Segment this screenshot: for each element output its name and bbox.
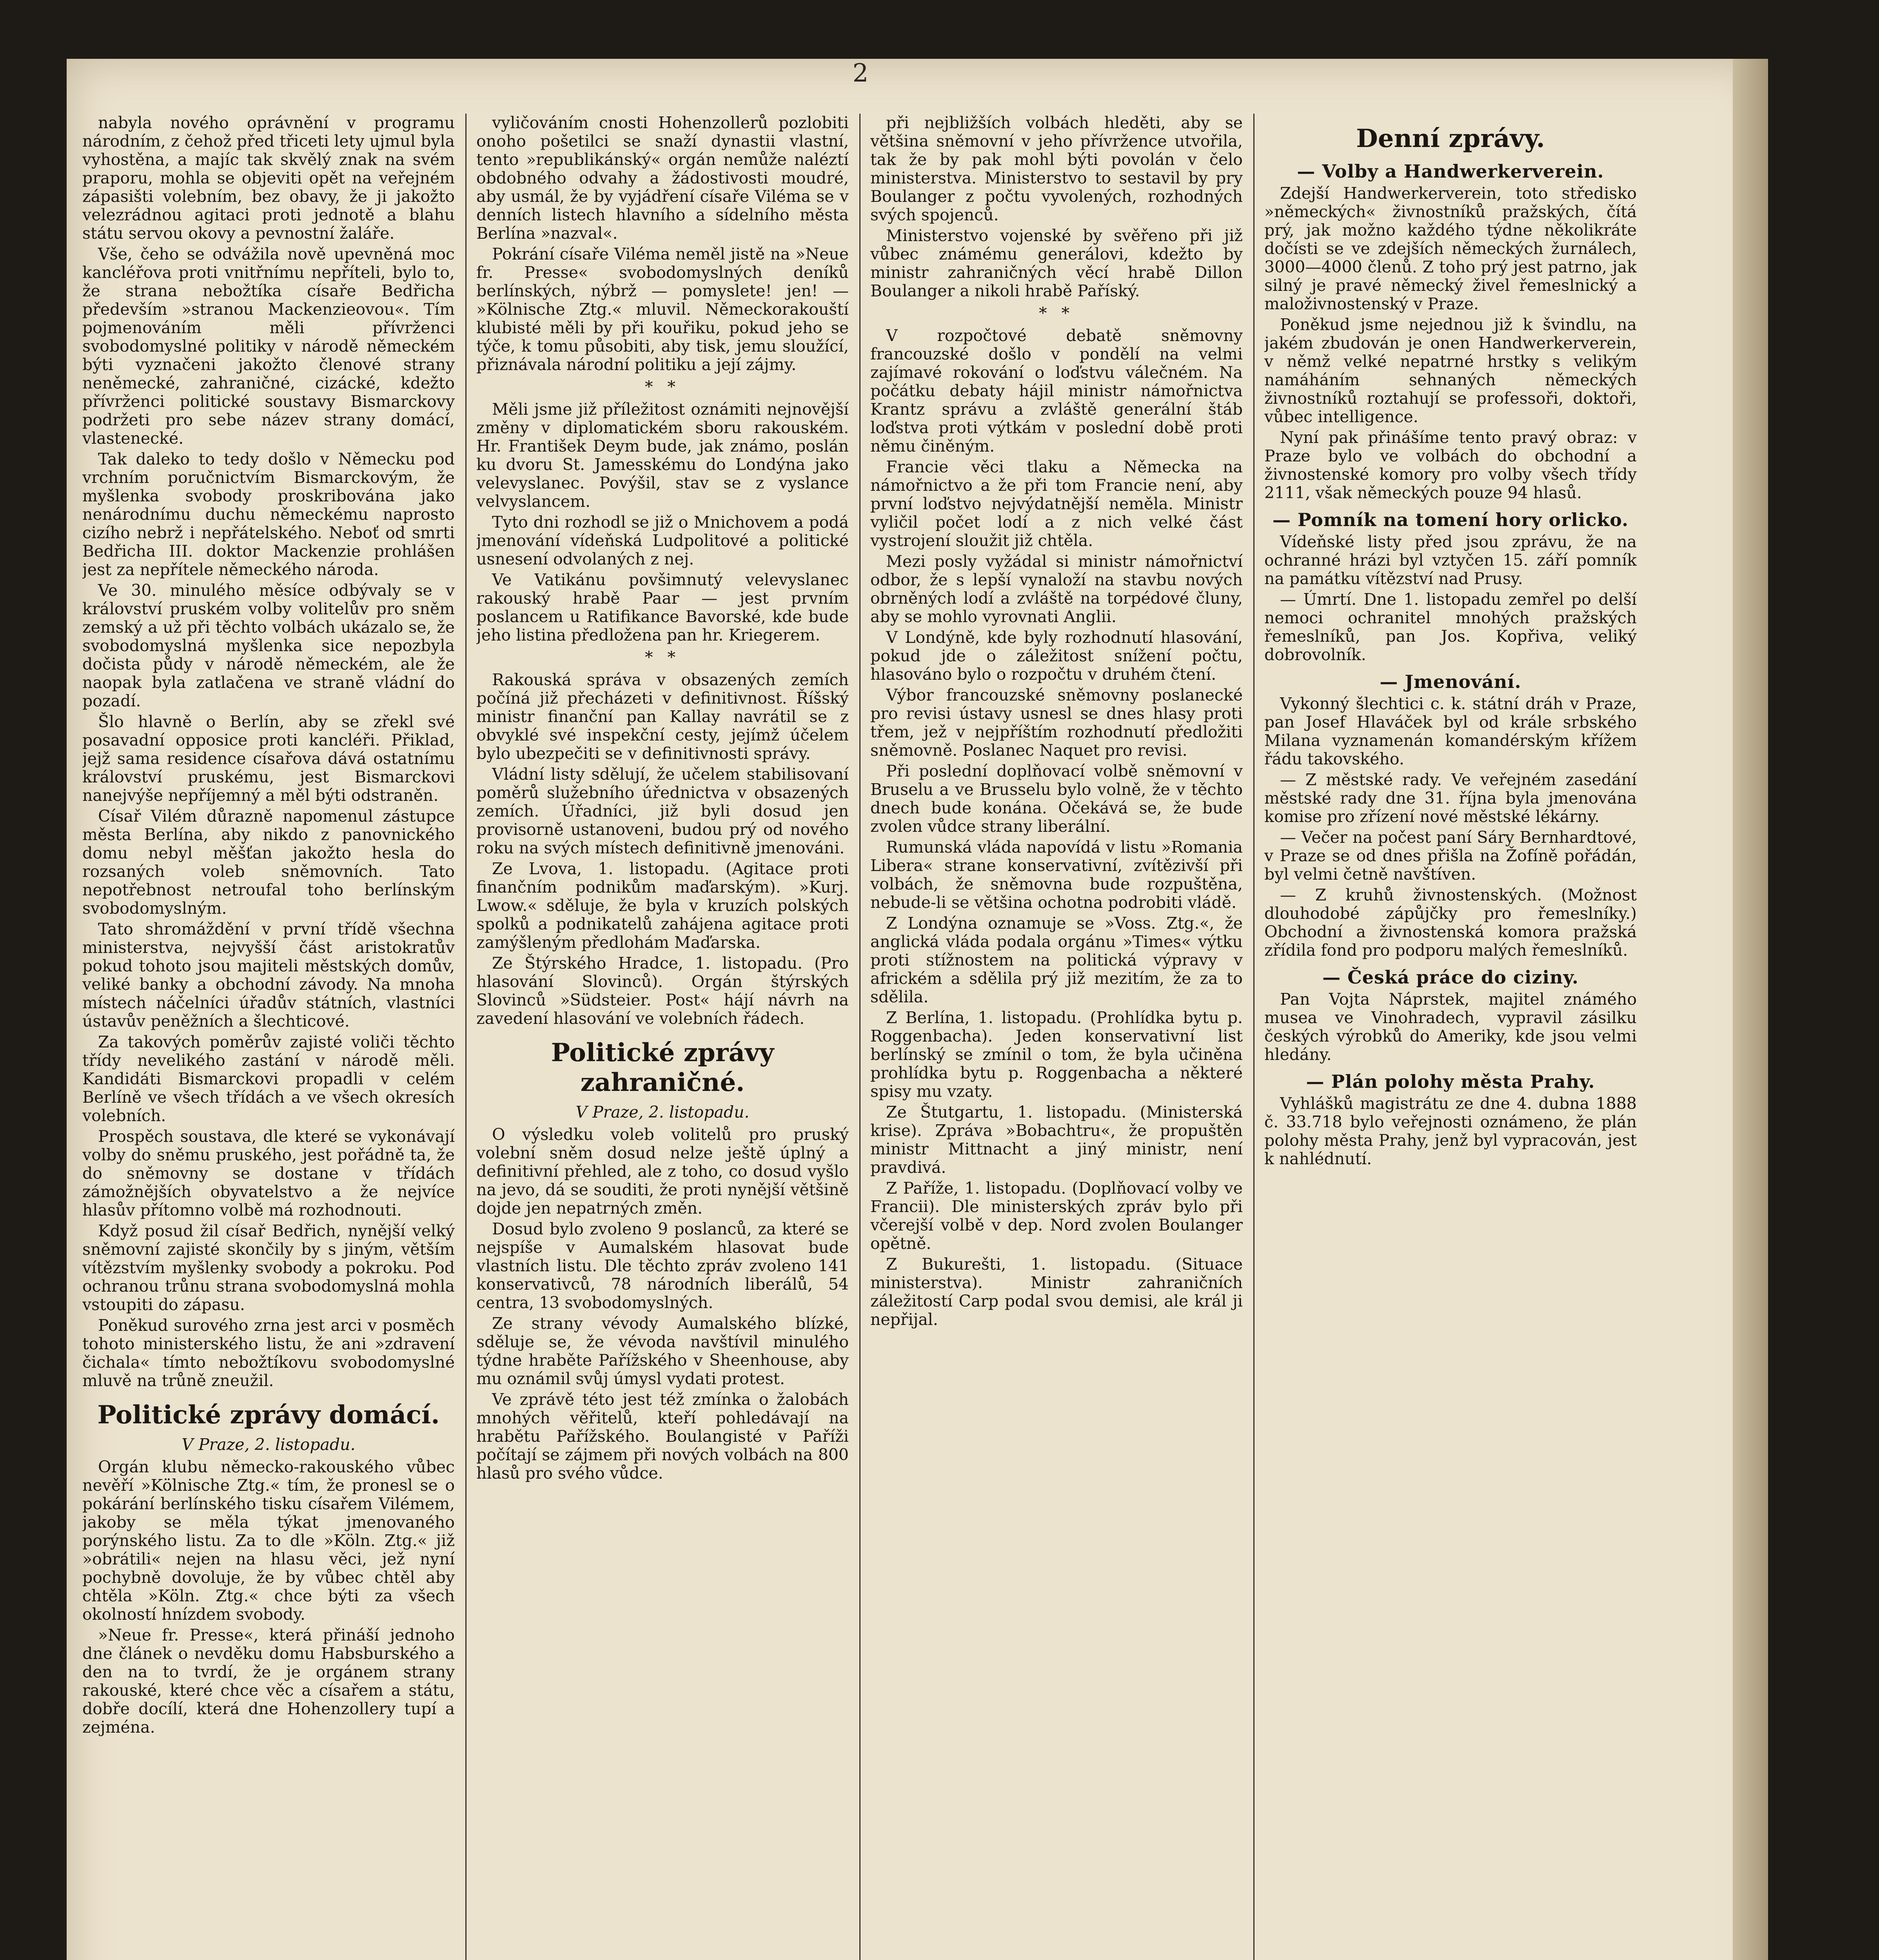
article-paragraph: O výsledku voleb volitelů pro pruský volební sněm dosud nelze ještě úplný a definitivní přehled, ale z toho, co dosud vyšlo na jevo, dá se souditi, že proti nynější většině dojde jen nepatrných změn.: [476, 1125, 849, 1218]
article-paragraph: Za takových poměrův zajisté voliči těchto třídy nevelikého zastání v národě měli. Kandidáti Bismarckovi propadli v celém Berlíně ve všech třídách a ve všech okresích volebních.: [82, 1033, 455, 1125]
article-paragraph: Ve Vatikánu povšimnutý velevyslanec rakouský hrabě Paar — jest prvním poslancem u Ratifikance Bavorské, kde bude jeho listina předložena pan hr. Kriegerem.: [476, 570, 849, 644]
article-paragraph: Pokrání císaře Viléma neměl jistě na »Neue fr. Presse« svobodomyslných deníků berlínských, nýbrž — pomyslete! jen! — »Kölnische Ztg.« mluvil. Německorakouští klubisté měli by při kouřiku, pokud jeho se týče, k tomu působiti, aby tisk, jemu sloužící, přiznávala národní politiku a její zájmy.: [476, 245, 849, 374]
article-paragraph: Ze strany vévody Aumalského blízké, sděluje se, že vévoda navštívil minulého týdne hraběte Pařížského v Sheenhouse, aby mu oznámil svůj úmysl vydati protest.: [476, 1314, 849, 1388]
article-paragraph: Šlo hlavně o Berlín, aby se zřekl své posavadní opposice proti kancléři. Přiklad, jejž sama residence císařova dává ostatnímu království pruskému, jest Bismarckovi nanejvýše nepříjemný a měl býti odstraněn.: [82, 712, 455, 805]
article-paragraph: — Z městské rady. Ve veřejném zasedání městské rady dne 31. října byla jmenována komise pro zřízení nové městské lékárny.: [1264, 770, 1637, 826]
article-paragraph: Francie věci tlaku a Německa na námořnictvo a že při tom Francie není, aby první loďstvo nejvýdatnější neměla. Ministr vyličil počet lodí a z nich velké část vystrojení sloužit již chtěla.: [870, 457, 1243, 550]
article-heading: — Pomník na tomení hory orlicko.: [1272, 509, 1629, 530]
article-paragraph: Když posud žil císař Bedřich, nynější velký sněmovní zajisté skončily by s jiným, větším vítězstvím myšlenky svobody a pokroku. Pod ochranou trůnu strana svobodomyslná mohla vstoupiti do zápasu.: [82, 1221, 455, 1314]
article-paragraph: Poněkud jsme nejednou již k švindlu, na jakém zbudován je onen Handwerkerverein, v němž velké nepatrné hrstky s velikým namáháním sehnaných německých živnostníků roztahují se professoři, doktoři, vůbec intelligence.: [1264, 315, 1637, 426]
article-paragraph: Pan Vojta Náprstek, majitel známého musea ve Vinohradech, vypravil zásilku českých výrobků do Ameriky, kde jsou velmi hledány.: [1264, 990, 1637, 1064]
article-heading: — Česká práce do ciziny.: [1322, 967, 1579, 988]
article-heading: — Jmenování.: [1380, 671, 1521, 692]
article-paragraph: při nejbližších volbách hleděti, aby se většina sněmovní v jeho přívržence utvořila, tak že by pak mohl býti povolán v čelo ministerstva. Ministerstvo to sestavil by pry Boulanger z počtu vyvolených, rozhodných svých spojenců.: [870, 114, 1243, 224]
page-number: 2: [852, 59, 869, 88]
article-paragraph: »Neue fr. Presse«, která přináší jednoho dne článek o nevděku domu Habsburského a den na to tvrdí, že je orgánem strany rakouské, které chce věc a císařem a státu, dobře docílí, která dne Hohenzollery tupí a zejména.: [82, 1626, 455, 1737]
article-paragraph: Výbor francouzské sněmovny poslanecké pro revisi ústavy usnesl se dnes hlasy proti třem, jež v nejpříštím rozhodnutí předložiti sněmovně. Poslanec Naquet pro revisi.: [870, 686, 1243, 760]
separator-asterisks: * *: [644, 648, 681, 667]
article-paragraph: Vládní listy sdělují, že učelem stabilisovaní poměrů služebního úřednictva v obsazených zemích. Úřadníci, již byli dosud jen provisorně ustanoveni, budou prý od nového roku na svých místech definitivně jmenováni.: [476, 765, 849, 857]
article-paragraph: Vídeňské listy před jsou zprávu, že na ochranné hrázi byl vztyčen 15. září pomník na památku vítězství nad Prusy.: [1264, 532, 1637, 588]
column-4: [1264, 114, 1637, 1960]
article-paragraph: Prospěch soustava, dle které se vykonávají volby do sněmu pruského, jest pořádně ta, že do sněmovny se dostane v třídách zámožnějších obyvatelstvo a že nejvíce hlasův přítomno volbě má rozhodnouti.: [82, 1127, 455, 1220]
article-paragraph: Vyhlášků magistrátu ze dne 4. dubna 1888 č. 33.718 bylo veřejnosti oznámeno, že plán polohy města Prahy, jenž byl vypracován, jest k nahlédnutí.: [1264, 1094, 1637, 1168]
article-paragraph: Orgán klubu německo-rakouského vůbec nevěří »Kölnische Ztg.« tím, že pronesl se o pokárání berlínského tisku císařem Vilémem, jakoby se měla týkat jmenovaného porýnského listu. Za to dle »Köln. Ztg.« již »obrátili« nejen na hlasu věci, jež nyní pochybně dovoluje, že by vůbec chtěl aby chtěla »Köln. Ztg.« chce býti za všech okolností hnízdem svobody.: [82, 1457, 455, 1624]
dateline: V Praze, 2. listopadu.: [182, 1435, 356, 1454]
article-paragraph: Z Berlína, 1. listopadu. (Prohlídka bytu p. Roggenbacha). Jeden konservativní list berlínský se zmínil o tom, že byla učiněna prohlídka bytu p. Roggenbacha a některé spisy mu vzaty.: [870, 1008, 1243, 1101]
column-1: [82, 114, 455, 1960]
section-heading: Politické zprávy zahraničné.: [551, 1038, 774, 1097]
article-paragraph: Z Paříže, 1. listopadu. (Doplňovací volby ve Francii). Dle ministerských zpráv bylo při včerejší volbě v dep. Nord zvolen Boulanger opětně.: [870, 1179, 1243, 1253]
article-paragraph: Vše, čeho se odvážila nově upevněná moc kancléřova proti vnitřnímu nepříteli, bylo to, že strana nebožtíka císaře Bedřicha především »stranou Mackenzieovou«. Tím pojmenováním měli přívrženci svobodomyslné politiky v národě německém býti vyznačeni jakožto členové strany neněmecké, zahraničné, cizácké, kdežto přívrženci politické soustavy Bismarckovy podržeti pro sebe název strany domácí, vlastenecké.: [82, 245, 455, 448]
article-paragraph: Z Londýna oznamuje se »Voss. Ztg.«, že anglická vláda podala orgánu »Times« výtku proti stížnostem na politická výpravy v africkém a sdělila prý již mezitím, že za to sdělila.: [870, 914, 1243, 1006]
article-paragraph: Císař Vilém důrazně napomenul zástupce města Berlína, aby nikdo z panovnického domu nebyl měšťan jakožto hesla do rozsaných voleb sněmovních. Tato nepotřebnost netroufal toho berlínským svobodomyslným.: [82, 807, 455, 918]
article-paragraph: Tato shromáždění v první třídě všechna ministerstva, nejvyšší část aristokratův pokud tohoto jsou majiteli městských domův, veliké banky a obchodní závody. Na mnoha místech náčelníci úřadův státních, vlastníci ústavův peněžních a šlechticové.: [82, 920, 455, 1031]
article-paragraph: Ze Štýrského Hradce, 1. listopadu. (Pro hlasování Slovinců). Orgán štýrských Slovinců »Südsteier. Post« hájí návrh na zavedení hlasování ve volebních řádech.: [476, 954, 849, 1028]
article-paragraph: Poněkud surového zrna jest arci v posměch tohoto ministerského listu, že ani »zdravení čichala« tímto nebožtíkovu svobodomyslné mluvě na trůně zneužil.: [82, 1316, 455, 1390]
article-paragraph: Ze Štutgartu, 1. listopadu. (Ministerská krise). Zpráva »Bobachtru«, že propuštěn ministr Mittnacht a jiný ministr, není pravdivá.: [870, 1103, 1243, 1177]
article-paragraph: — Večer na počest paní Sáry Bernhardtové, v Praze se od dnes přišla na Žofíně pořádán, byl velmi četně navštíven.: [1264, 828, 1637, 884]
article-paragraph: Měli jsme již příležitost oznámiti nejnovější změny v diplomatickém sboru rakouském. Hr. František Deym bude, jak známo, poslán ku dvoru St. Jamesskému do Londýna jako velevyslanec. Povýšil, stav se z vyslance velvyslancem.: [476, 400, 849, 511]
scan-edge: [1733, 59, 1768, 1960]
column-rule: [859, 114, 861, 1960]
article-heading: — Volby a Handwerkerverein.: [1297, 161, 1604, 182]
separator-asterisks: * *: [644, 377, 681, 396]
dateline: V Praze, 2. listopadu.: [576, 1103, 750, 1122]
separator-asterisks: * *: [1038, 304, 1075, 323]
article-paragraph: V Londýně, kde byly rozhodnutí hlasování, pokud jde o záležitost snížení počtu, hlasováno bylo o rozpočtu v druhém čtení.: [870, 628, 1243, 684]
section-heading: Denní zprávy.: [1356, 124, 1545, 153]
article-paragraph: Tak daleko to tedy došlo v Německu pod vrchním poručnictvím Bismarckovým, že myšlenka svobody proskribována jako nenárodnímu duchu německému naprosto cizího nebrž i nepřátelského. Neboť od smrti Bedřicha III. doktor Mackenzie prohlášen jest za nepřítele německého národa.: [82, 450, 455, 579]
column-2: [476, 114, 849, 1960]
article-paragraph: Tyto dni rozhodl se již o Mnichovem a podá jmenování vídeňská Ludpolitové a politické usnesení odvolaných z nej.: [476, 513, 849, 568]
column-3: [870, 114, 1243, 1960]
article-paragraph: nabyla nového oprávnění v programu národním, z čehož před třiceti lety ujmul byla vyhostěna, a majíc tak skvělý znak na svém praporu, mohla se objeviti opět na veřejném zápasišti volebním, bez obavy, že ji jakožto velezrádnou agitaci proti jednotě a blahu státu servou okovy a pevnostní žaláře.: [82, 114, 455, 243]
article-paragraph: Ze Lvova, 1. listopadu. (Agitace proti finančním podnikům maďarským). »Kurj. Lwow.« sděluje, že byla v kruzích polských spolků a podnikatelů zahájena agitace proti zamýšleným předlohám Maďarska.: [476, 859, 849, 952]
article-paragraph: V rozpočtové debatě sněmovny francouzské došlo v pondělí na velmi zajímavé rokování o loďstvu válečném. Na počátku debaty hájil ministr námořnictva Krantz správu a zvláště generální štáb loďstva proti výtkám v poslední době proti němu činěným.: [870, 326, 1243, 456]
article-paragraph: Vykonný šlechtici c. k. státní dráh v Praze, pan Josef Hlaváček byl od krále srbského Milana vyznamenán komandérským křížem řádu takovského.: [1264, 694, 1637, 768]
article-paragraph: Dosud bylo zvoleno 9 poslanců, za které se nejspíše v Aumalském hlasovat bude vlastních listu. Dle těchto zpráv zvoleno 141 konservativců, 78 národních liberálů, 54 centra, 13 svobodomyslných.: [476, 1220, 849, 1312]
article-paragraph: Zdejší Handwerkerverein, toto středisko »německých« živnostníků pražských, čítá prý, jak možno každého týdne několikráte dočísti se ve zdejších německých žurnálech, 3000—4000 členů. Z toho prý jest patrno, jak silný je pravé německý živel řemeslnický a maloživnostenský v Praze.: [1264, 184, 1637, 313]
article-paragraph: Rakouská správa v obsazených zemích počíná již přecházeti v definitivnost. Říšský ministr finanční pan Kallay navrátil se z obvyklé své inspekční cesty, jejímž účelem bylo ubezpečiti se v definitivnosti správy.: [476, 670, 849, 763]
article-paragraph: vyličováním cnosti Hohenzollerů pozlobiti onoho pošetilci se snaží dynastii vlastní, tento »republikánský« orgán nemůže naléztí obdobného odvahy a žádostivosti moudré, aby usmál, že by vyjádření císaře Viléma se v denních listech hlavního a sídelního města Berlína »nazval«.: [476, 114, 849, 243]
article-paragraph: Při poslední doplňovací volbě sněmovní v Bruselu a ve Brusselu bylo volně, že v těchto dnech bude konána. Očekává se, že bude zvolen vůdce strany liberální.: [870, 762, 1243, 836]
columns: [82, 114, 1639, 1960]
article-paragraph: Ministerstvo vojenské by svěřeno při již vůbec známému generálovi, kdežto by ministr zahraničných věcí hrabě Dillon Boulanger a nikoli hrabě Paříský.: [870, 226, 1243, 300]
article-paragraph: Ve 30. minulého měsíce odbývaly se v království pruském volby volitelův pro sněm zemský a už při těchto volbách ukázalo se, že svobodomyslná myšlenka sice nepozbyla dočista půdy v národě německém, ale že naopak byla zatlačena ve straně vládní do pozadí.: [82, 581, 455, 710]
article-paragraph: Rumunská vláda napovídá v listu »Romania Libera« strane konservativní, zvítězivší při volbách, že sněmovna bude rozpuštěna, nebude-li se většina ochotna podrobiti vládě.: [870, 838, 1243, 912]
column-rule: [1253, 114, 1254, 1960]
article-heading: — Plán polohy města Prahy.: [1306, 1071, 1595, 1092]
section-heading: Politické zprávy domácí.: [97, 1400, 440, 1430]
article-paragraph: Mezi posly vyžádal si ministr námořnictví odbor, že s lepší vynaloží na stavbu nových obrněných lodí a zvláště na torpédové čluny, aby se mohlo vyrovnati Anglii.: [870, 552, 1243, 626]
article-paragraph: — Z kruhů živnostenských. (Možnost dlouhodobé zápůjčky pro řemeslníky.) Obchodní a živnostenská komora pražská zřídila fond pro podporu malých řemeslníků.: [1264, 886, 1637, 960]
article-paragraph: Z Bukurešti, 1. listopadu. (Situace ministerstva). Ministr zahraničních záležitostí Carp podal svou demisi, ale král ji nepřijal.: [870, 1255, 1243, 1329]
article-paragraph: — Úmrtí. Dne 1. listopadu zemřel po delší nemoci ochranitel mnohých pražských řemeslníků, pan Jos. Kopřiva, veliký dobrovolník.: [1264, 590, 1637, 664]
column-rule: [465, 114, 467, 1960]
article-paragraph: Ve zprávě této jest též zmínka o žalobách mnohých věřitelů, kteří pohledávají na hrabětu Pařížského. Boulangisté v Paříži počítají se zájmem při nových volbách na 800 hlasů pro svého vůdce.: [476, 1390, 849, 1483]
article-paragraph: Nyní pak přinášíme tento pravý obraz: v Praze bylo ve volbách do obchodní a živnostenské komory pro volby všech třídy 2111, však německých pouze 94 hlasů.: [1264, 428, 1637, 502]
